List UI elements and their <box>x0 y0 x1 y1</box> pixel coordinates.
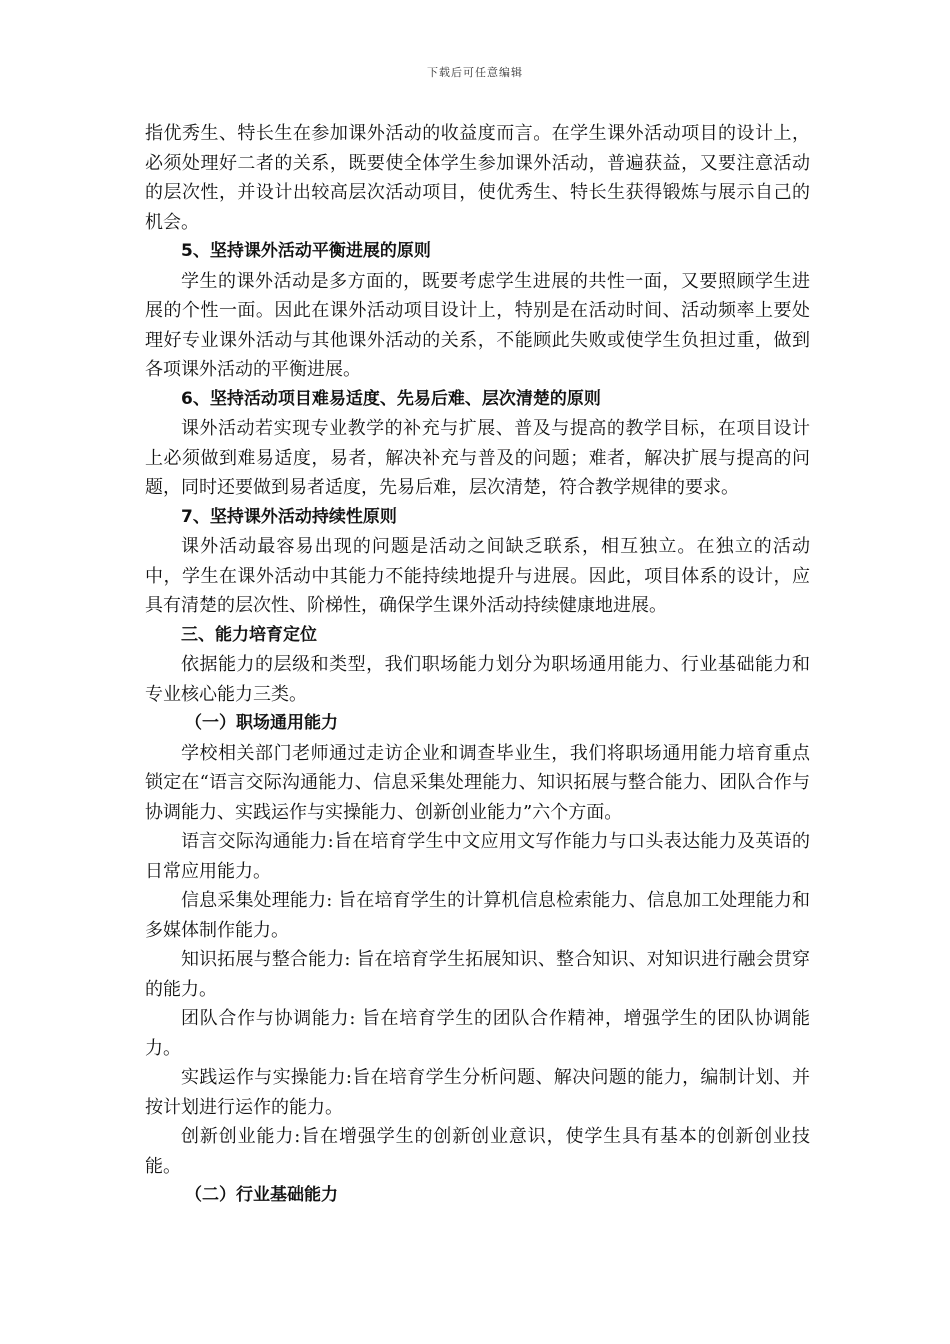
paragraph: 学校相关部门老师通过走访企业和调查毕业生，我们将职场通用能力培育重点锁定在“语言交际沟通能力、信息采集处理能力、知识拓展与整合能力、团队合作与协调能力、实践运作与实操能力、创新创业能力”六个方面。 <box>145 742 810 823</box>
paragraph: 语言交际沟通能力:旨在培育学生中文应用文写作能力与口头表达能力及英语的日常应用能力。 <box>145 831 810 882</box>
paragraph: 知识拓展与整合能力: 旨在培育学生拓展知识、整合知识、对知识进行融会贯穿的能力。 <box>145 949 810 1000</box>
paragraph: 课外活动若实现专业教学的补充与扩展、普及与提高的教学目标，在项目设计上必须做到难易适度，易者，解决补充与普及的问题；难者，解决扩展与提高的问题，同时还要做到易者适度，先易后难，层次清楚，符合教学规律的要求。 <box>145 418 810 498</box>
document-body <box>145 119 810 1211</box>
subsection-heading: （二）行业基础能力 <box>185 1185 338 1205</box>
paragraph: 团队合作与协调能力: 旨在培育学生的团队合作精神，增强学生的团队协调能力。 <box>145 1008 810 1059</box>
section-heading: 7、坚持课外活动持续性原则 <box>181 506 397 527</box>
paragraph: 指优秀生、特长生在参加课外活动的收益度而言。在学生课外活动项目的设计上，必须处理好二者的关系，既要使全体学生参加课外活动，普遍获益，又要注意活动的层次性，并设计出较高层次活动项目，使优秀生、特长生获得锻炼与展示自己的机会。 <box>145 123 810 233</box>
section-heading: 三、能力培育定位 <box>181 624 317 645</box>
paragraph: 依据能力的层级和类型，我们职场能力划分为职场通用能力、行业基础能力和专业核心能力三类。 <box>145 654 810 705</box>
paragraph: 实践运作与实操能力:旨在培育学生分析问题、解决问题的能力，编制计划、并按计划进行运作的能力。 <box>145 1067 810 1118</box>
paragraph: 创新创业能力:旨在增强学生的创新创业意识，使学生具有基本的创新创业技能。 <box>145 1126 810 1177</box>
section-heading: 6、坚持活动项目难易适度、先易后难、层次清楚的原则 <box>181 388 601 409</box>
paragraph: 信息采集处理能力: 旨在培育学生的计算机信息检索能力、信息加工处理能力和多媒体制作能力。 <box>145 890 810 941</box>
header-note: 下载后可任意编辑 <box>427 66 523 79</box>
paragraph: 学生的课外活动是多方面的，既要考虑学生进展的共性一面，又要照顾学生进展的个性一面。因此在课外活动项目设计上，特别是在活动时间、活动频率上要处理好专业课外活动与其他课外活动的关系，不能顾此失败或使学生负担过重，做到各项课外活动的平衡进展。 <box>145 270 810 380</box>
paragraph: 课外活动最容易出现的问题是活动之间缺乏联系，相互独立。在独立的活动中，学生在课外活动中其能力不能持续地提升与进展。因此，项目体系的设计，应具有清楚的层次性、阶梯性，确保学生课外活动持续健康地进展。 <box>145 536 810 616</box>
section-heading: 5、坚持课外活动平衡进展的原则 <box>181 241 431 261</box>
subsection-heading: （一）职场通用能力 <box>185 713 338 733</box>
